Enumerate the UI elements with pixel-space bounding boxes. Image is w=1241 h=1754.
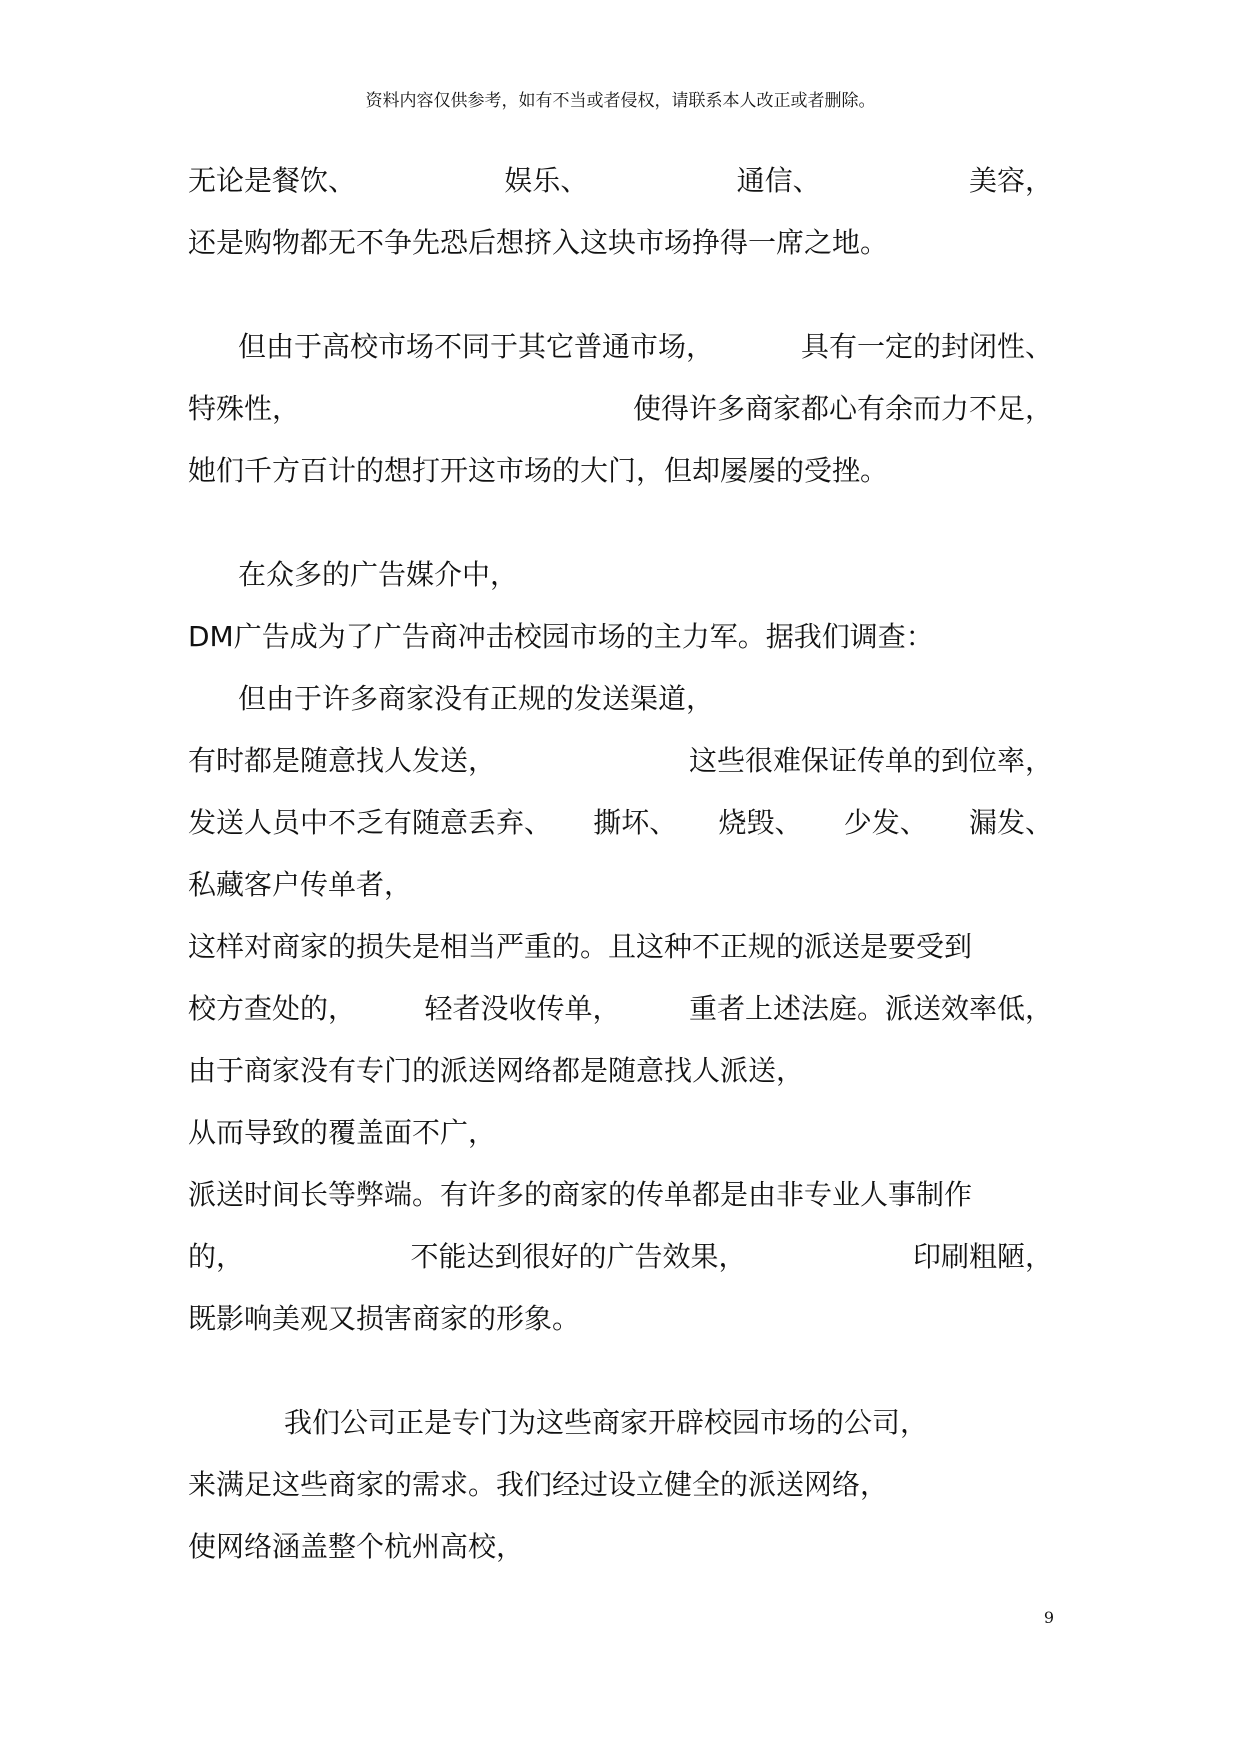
text-segment: 派送时间长等弊端。有许多的商家的传单都是由非专业人事制作: [188, 1178, 973, 1211]
text-line: [188, 1516, 1053, 1578]
text-segment: 印刷粗陋，: [912, 1240, 1053, 1273]
text-segment: 发送人员中不乏有随意丢弃、: [188, 806, 553, 839]
text-line: [188, 854, 1053, 916]
text-segment: 不能达到很好的广告效果，: [410, 1240, 747, 1273]
text-segment: 通信、: [736, 164, 821, 197]
text-segment: 既影响美观又损害商家的形象。: [188, 1302, 581, 1335]
text-segment: 重者上述法庭。派送效率低，: [688, 992, 1053, 1025]
text-segment: 具有一定的封闭性、: [800, 330, 1053, 363]
text-segment: 从而导致的覆盖面不广，: [188, 1116, 497, 1149]
text-segment: 她们千方百计的想打开这市场的大门，但却屡屡的受挫。: [188, 454, 889, 487]
text-line: [188, 212, 1053, 274]
text-line: [188, 150, 1053, 212]
text-line: [188, 1392, 1053, 1454]
page-header-disclaimer: 资料内容仅供参考，如有不当或者侵权，请联系本人改正或者删除。: [365, 91, 876, 111]
text-segment: 但由于高校市场不同于其它普通市场，: [238, 330, 715, 363]
text-line: [188, 440, 1053, 502]
text-segment: 校方查处的，: [188, 992, 357, 1025]
text-line: [188, 730, 1053, 792]
text-line: [188, 1164, 1053, 1226]
text-segment: 少发、: [843, 806, 928, 839]
text-line: [188, 1454, 1053, 1516]
text-segment: 但由于许多商家没有正规的发送渠道，: [238, 682, 715, 715]
text-segment: 漏发、: [968, 806, 1053, 839]
text-segment: 由于商家没有专门的派送网络都是随意找人派送，: [188, 1054, 805, 1087]
text-segment: 的，: [188, 1240, 245, 1273]
text-line: [188, 316, 1053, 378]
text-segment: 轻者没收传单，: [424, 992, 621, 1025]
text-segment: 使网络涵盖整个杭州高校，: [188, 1530, 525, 1563]
text-segment: 娱乐、: [504, 164, 589, 197]
text-line: [188, 1102, 1053, 1164]
text-segment: 还是购物都无不争先恐后想挤入这块市场挣得一席之地。: [188, 226, 889, 259]
text-segment: 无论是餐饮、: [188, 164, 357, 197]
page-number: 9: [1043, 1608, 1054, 1627]
text-segment: 私藏客户传单者，: [188, 868, 413, 901]
text-segment: 使得许多商家都心有余而力不足，: [632, 392, 1053, 425]
text-segment: 有时都是随意找人发送，: [188, 744, 497, 777]
text-line: [188, 668, 1053, 730]
text-line: [188, 544, 1053, 606]
text-line: [188, 1040, 1053, 1102]
text-line: [188, 978, 1053, 1040]
text-segment: 烧毁、: [718, 806, 803, 839]
text-segment: 撕坏、: [593, 806, 678, 839]
text-line: [188, 792, 1053, 854]
text-line: [188, 1226, 1053, 1288]
text-line: [188, 916, 1053, 978]
body-text: [188, 150, 1053, 1578]
text-segment: DM广告成为了广告商冲击校园市场的主力军。据我们调查：: [188, 620, 934, 653]
text-segment: 这些很难保证传单的到位率，: [688, 744, 1053, 777]
text-line: [188, 1288, 1053, 1350]
text-segment: 这样对商家的损失是相当严重的。且这种不正规的派送是要受到: [188, 930, 973, 963]
text-segment: 在众多的广告媒介中，: [238, 558, 519, 591]
text-line: [188, 378, 1053, 440]
text-line: [188, 606, 1053, 668]
text-segment: 美容，: [968, 164, 1053, 197]
text-segment: 特殊性，: [188, 392, 301, 425]
text-segment: 我们公司正是专门为这些商家开辟校园市场的公司，: [284, 1406, 929, 1439]
text-segment: 来满足这些商家的需求。我们经过设立健全的派送网络，: [188, 1468, 889, 1501]
